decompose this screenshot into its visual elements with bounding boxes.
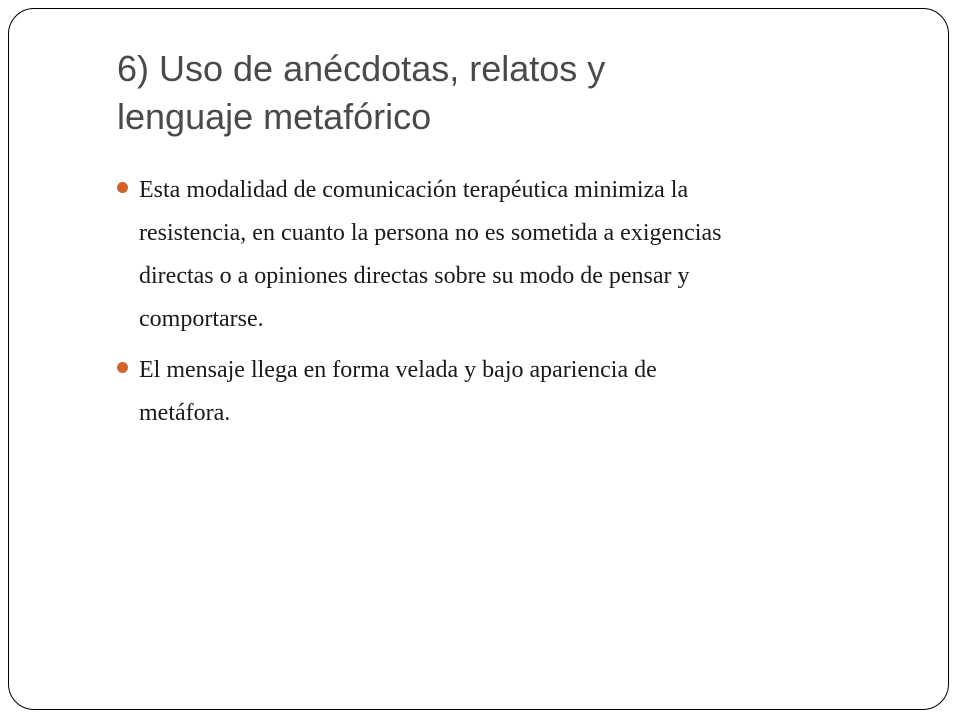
bullet-text-line: comportarse. bbox=[139, 306, 264, 332]
slide-title-line: lenguaje metafórico bbox=[117, 96, 432, 137]
slide-title-line: 6) Uso de anécdotas, relatos y bbox=[117, 48, 606, 89]
bullet-text-line: resistencia, en cuanto la persona no es sometida a exigencias bbox=[139, 220, 722, 246]
bullet-item bbox=[117, 349, 877, 435]
bullet-list bbox=[117, 169, 877, 443]
slide-frame bbox=[8, 8, 949, 710]
bullet-text-line: metáfora. bbox=[139, 400, 231, 426]
slide-title bbox=[117, 45, 917, 141]
bullet-text-line: Esta modalidad de comunicación terapéutica minimiza la bbox=[139, 177, 689, 203]
bullet-dot-icon bbox=[117, 362, 128, 373]
bullet-text-line: directas o a opiniones directas sobre su modo de pensar y bbox=[139, 263, 690, 289]
bullet-dot-icon bbox=[117, 182, 128, 193]
bullet-text-line: El mensaje llega en forma velada y bajo apariencia de bbox=[139, 357, 657, 383]
bullet-item bbox=[117, 169, 877, 341]
